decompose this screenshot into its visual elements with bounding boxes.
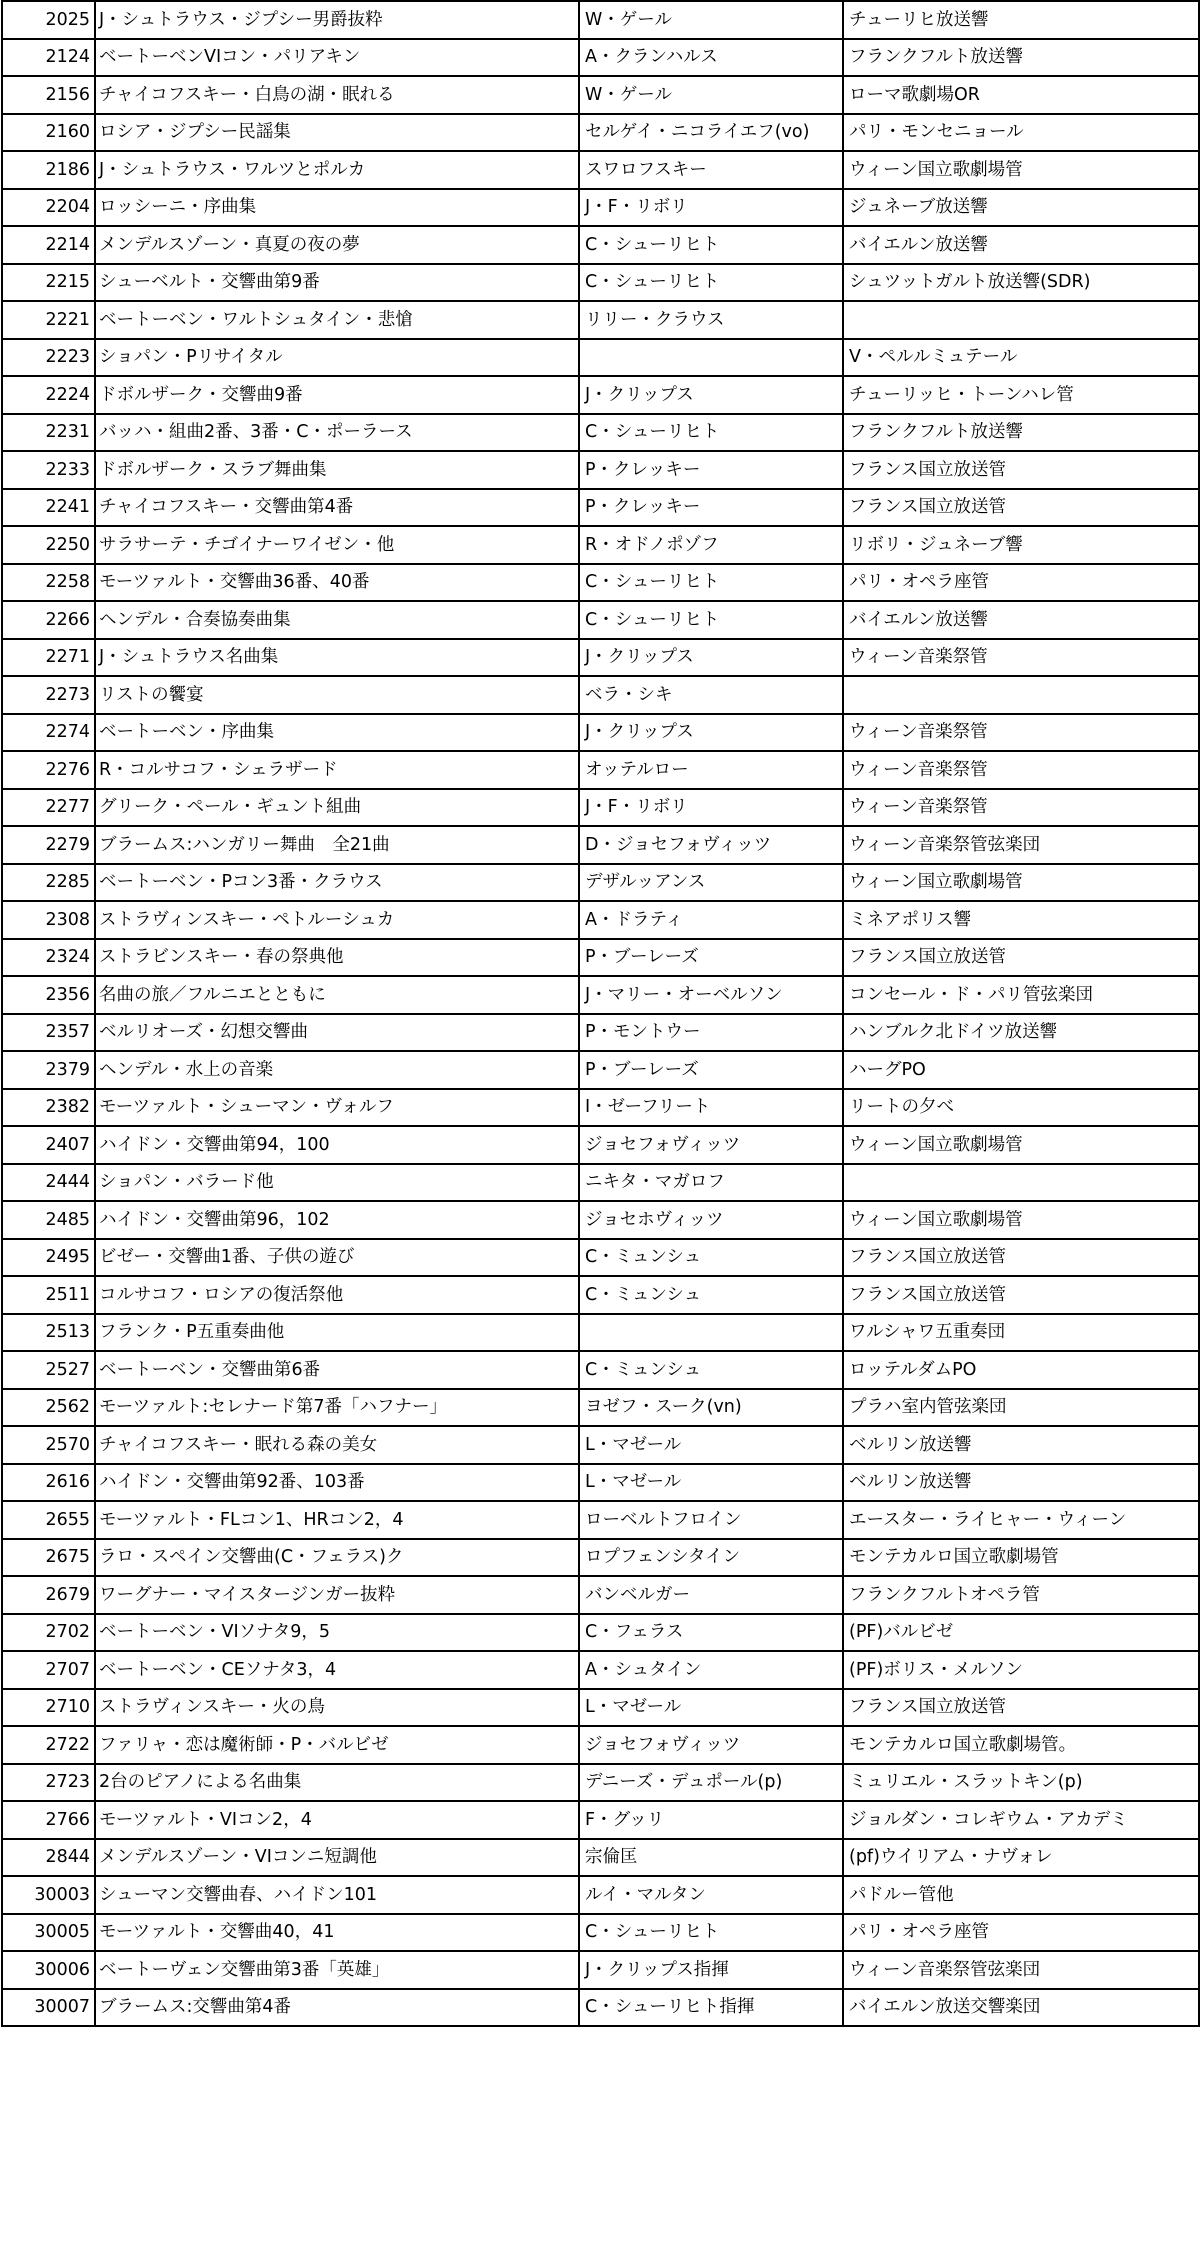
catalog-number-cell[interactable]: 2324 xyxy=(2,939,95,977)
conductor-cell[interactable]: ローベルトフロイン xyxy=(579,1501,843,1539)
catalog-number-cell[interactable]: 2241 xyxy=(2,489,95,527)
catalog-number-cell[interactable]: 2223 xyxy=(2,339,95,377)
table-row xyxy=(2,1764,1199,1802)
table-row xyxy=(2,1314,1199,1352)
table-row xyxy=(2,1876,1199,1914)
table-row xyxy=(2,264,1199,302)
title-cell[interactable]: ドボルザーク・交響曲9番 xyxy=(95,376,579,414)
conductor-cell[interactable]: P・ブーレーズ xyxy=(579,1051,843,1089)
title-cell[interactable]: メンデルスゾーン・VIコンニ短調他 xyxy=(95,1839,579,1877)
table-row xyxy=(2,1539,1199,1577)
catalog-number-cell[interactable]: 2570 xyxy=(2,1426,95,1464)
catalog-number-cell[interactable]: 2273 xyxy=(2,676,95,714)
orchestra-cell[interactable]: パリ・オペラ座管 xyxy=(843,1914,1199,1952)
table-row xyxy=(2,114,1199,152)
table-row xyxy=(2,826,1199,864)
orchestra-cell[interactable]: ベルリン放送響 xyxy=(843,1464,1199,1502)
catalog-number-cell[interactable]: 2379 xyxy=(2,1051,95,1089)
orchestra-cell[interactable]: パリ・オペラ座管 xyxy=(843,564,1199,602)
catalog-number-cell[interactable]: 2124 xyxy=(2,39,95,77)
catalog-number-cell[interactable]: 2231 xyxy=(2,414,95,452)
title-cell[interactable]: チャイコフスキー・眠れる森の美女 xyxy=(95,1426,579,1464)
catalog-number-cell[interactable]: 2279 xyxy=(2,826,95,864)
table-row xyxy=(2,714,1199,752)
catalog-number-cell[interactable]: 2285 xyxy=(2,864,95,902)
conductor-cell[interactable]: C・シューリヒト xyxy=(579,414,843,452)
orchestra-cell[interactable]: バイエルン放送響 xyxy=(843,226,1199,264)
table-row xyxy=(2,1501,1199,1539)
conductor-cell[interactable]: D・ジョセフォヴィッツ xyxy=(579,826,843,864)
title-cell[interactable]: ショパン・バラード他 xyxy=(95,1164,579,1202)
catalog-number-cell[interactable]: 2655 xyxy=(2,1501,95,1539)
table-row xyxy=(2,339,1199,377)
table-row xyxy=(2,901,1199,939)
catalog-number-cell[interactable]: 2186 xyxy=(2,151,95,189)
orchestra-cell[interactable]: プラハ室内管弦楽団 xyxy=(843,1389,1199,1427)
conductor-cell[interactable]: J・クリップス xyxy=(579,714,843,752)
orchestra-cell[interactable]: バイエルン放送響 xyxy=(843,601,1199,639)
orchestra-cell[interactable]: フランクフルト放送響 xyxy=(843,39,1199,77)
orchestra-cell[interactable]: ジョルダン・コレギウム・アカデミ xyxy=(843,1801,1199,1839)
orchestra-cell[interactable]: フランス国立放送管 xyxy=(843,1689,1199,1727)
catalog-number-cell[interactable]: 30006 xyxy=(2,1951,95,1989)
title-cell[interactable]: J・シュトラウス・ワルツとポルカ xyxy=(95,151,579,189)
conductor-cell[interactable]: C・シューリヒト xyxy=(579,226,843,264)
title-cell[interactable]: 名曲の旅／フルニエとともに xyxy=(95,976,579,1014)
orchestra-cell[interactable]: ジュネーブ放送響 xyxy=(843,189,1199,227)
catalog-number-cell[interactable]: 2277 xyxy=(2,789,95,827)
conductor-cell[interactable]: P・クレッキー xyxy=(579,489,843,527)
catalog-number-cell[interactable]: 2710 xyxy=(2,1689,95,1727)
orchestra-cell[interactable]: リートの夕べ xyxy=(843,1089,1199,1127)
title-cell[interactable]: ワーグナー・マイスタージンガー抜粋 xyxy=(95,1576,579,1614)
orchestra-cell[interactable]: ウィーン音楽祭管 xyxy=(843,789,1199,827)
title-cell[interactable]: J・シュトラウス・ジプシー男爵抜粋 xyxy=(95,1,579,39)
catalog-number-cell[interactable]: 2250 xyxy=(2,526,95,564)
table-row xyxy=(2,1,1199,39)
title-cell[interactable]: ストラヴィンスキー・火の鳥 xyxy=(95,1689,579,1727)
orchestra-cell[interactable]: シュツットガルト放送響(SDR) xyxy=(843,264,1199,302)
orchestra-cell[interactable]: (PF)バルビゼ xyxy=(843,1614,1199,1652)
orchestra-cell[interactable] xyxy=(843,1164,1199,1202)
catalog-number-cell[interactable]: 2382 xyxy=(2,1089,95,1127)
conductor-cell[interactable]: I・ゼーフリート xyxy=(579,1089,843,1127)
orchestra-cell[interactable]: ウィーン国立歌劇場管 xyxy=(843,1126,1199,1164)
conductor-cell[interactable]: J・F・リボリ xyxy=(579,789,843,827)
title-cell[interactable]: ブラームス:ハンガリー舞曲 全21曲 xyxy=(95,826,579,864)
title-cell[interactable]: チャイコフスキー・交響曲第4番 xyxy=(95,489,579,527)
orchestra-cell[interactable]: ロッテルダムPO xyxy=(843,1351,1199,1389)
conductor-cell[interactable]: セルゲイ・ニコライエフ(vo) xyxy=(579,114,843,152)
conductor-cell[interactable]: L・マゼール xyxy=(579,1464,843,1502)
catalog-number-cell[interactable]: 2675 xyxy=(2,1539,95,1577)
orchestra-cell[interactable]: V・ペルルミュテール xyxy=(843,339,1199,377)
conductor-cell[interactable]: C・ミュンシュ xyxy=(579,1351,843,1389)
conductor-cell[interactable]: J・F・リボリ xyxy=(579,189,843,227)
title-cell[interactable]: バッハ・組曲2番、3番・C・ポーラース xyxy=(95,414,579,452)
table-row xyxy=(2,301,1199,339)
table-row xyxy=(2,1801,1199,1839)
title-cell[interactable]: ヘンデル・水上の音楽 xyxy=(95,1051,579,1089)
conductor-cell[interactable]: C・シューリヒト xyxy=(579,601,843,639)
orchestra-cell[interactable]: ウィーン音楽祭管弦楽団 xyxy=(843,826,1199,864)
conductor-cell[interactable]: J・クリップス xyxy=(579,376,843,414)
conductor-cell[interactable]: ロプフェンシタイン xyxy=(579,1539,843,1577)
title-cell[interactable]: ベートーベンVIコン・パリアキン xyxy=(95,39,579,77)
catalog-number-cell[interactable]: 2616 xyxy=(2,1464,95,1502)
orchestra-cell[interactable]: ミュリエル・スラットキン(p) xyxy=(843,1764,1199,1802)
table-row xyxy=(2,451,1199,489)
orchestra-cell[interactable]: バイエルン放送交響楽団 xyxy=(843,1989,1199,2027)
title-cell[interactable]: サラサーテ・チゴイナーワイゼン・他 xyxy=(95,526,579,564)
catalog-number-cell[interactable]: 2233 xyxy=(2,451,95,489)
table-row xyxy=(2,1201,1199,1239)
table-row xyxy=(2,1389,1199,1427)
conductor-cell[interactable]: ヨゼフ・スーク(vn) xyxy=(579,1389,843,1427)
catalog-number-cell[interactable]: 2156 xyxy=(2,76,95,114)
catalog-number-cell[interactable]: 2160 xyxy=(2,114,95,152)
conductor-cell[interactable]: P・クレッキー xyxy=(579,451,843,489)
table-row xyxy=(2,1689,1199,1727)
orchestra-cell[interactable]: フランス国立放送管 xyxy=(843,1239,1199,1277)
table-row xyxy=(2,76,1199,114)
title-cell[interactable]: リストの饗宴 xyxy=(95,676,579,714)
conductor-cell[interactable]: J・クリップス指揮 xyxy=(579,1951,843,1989)
catalog-number-cell[interactable]: 2562 xyxy=(2,1389,95,1427)
orchestra-cell[interactable]: ウィーン国立歌劇場管 xyxy=(843,864,1199,902)
table-row xyxy=(2,189,1199,227)
conductor-cell[interactable]: A・シュタイン xyxy=(579,1651,843,1689)
catalog-number-cell[interactable]: 2266 xyxy=(2,601,95,639)
orchestra-cell[interactable]: フランクフルトオペラ管 xyxy=(843,1576,1199,1614)
conductor-cell[interactable]: L・マゼール xyxy=(579,1689,843,1727)
orchestra-cell[interactable]: ベルリン放送響 xyxy=(843,1426,1199,1464)
catalog-number-cell[interactable]: 2495 xyxy=(2,1239,95,1277)
orchestra-cell[interactable]: ウィーン国立歌劇場管 xyxy=(843,151,1199,189)
table-row xyxy=(2,1614,1199,1652)
orchestra-cell[interactable]: ウィーン国立歌劇場管 xyxy=(843,1201,1199,1239)
catalog-number-cell[interactable]: 2511 xyxy=(2,1276,95,1314)
orchestra-cell[interactable]: フランス国立放送管 xyxy=(843,1276,1199,1314)
conductor-cell[interactable]: リリー・クラウス xyxy=(579,301,843,339)
table-row xyxy=(2,1276,1199,1314)
conductor-cell[interactable] xyxy=(579,1314,843,1352)
orchestra-cell[interactable] xyxy=(843,301,1199,339)
catalog-number-cell[interactable]: 2258 xyxy=(2,564,95,602)
conductor-cell[interactable]: C・シューリヒト xyxy=(579,1914,843,1952)
orchestra-cell[interactable]: ウィーン音楽祭管 xyxy=(843,714,1199,752)
orchestra-cell[interactable]: ミネアポリス響 xyxy=(843,901,1199,939)
catalog-number-cell[interactable]: 2214 xyxy=(2,226,95,264)
conductor-cell[interactable]: バンベルガー xyxy=(579,1576,843,1614)
title-cell[interactable]: ドボルザーク・スラブ舞曲集 xyxy=(95,451,579,489)
catalog-number-cell[interactable]: 2215 xyxy=(2,264,95,302)
title-cell[interactable]: ハイドン・交響曲第94，100 xyxy=(95,1126,579,1164)
orchestra-cell[interactable]: ウィーン音楽祭管弦楽団 xyxy=(843,1951,1199,1989)
catalog-number-cell[interactable]: 2766 xyxy=(2,1801,95,1839)
title-cell[interactable]: モーツァルト・VIコン2，4 xyxy=(95,1801,579,1839)
conductor-cell[interactable]: J・マリー・オーベルソン xyxy=(579,976,843,1014)
conductor-cell[interactable]: デザルッアンス xyxy=(579,864,843,902)
conductor-cell[interactable]: J・クリップス xyxy=(579,639,843,677)
conductor-cell[interactable]: C・フェラス xyxy=(579,1614,843,1652)
title-cell[interactable]: ベートーヴェン交響曲第3番「英雄」 xyxy=(95,1951,579,1989)
title-cell[interactable]: ラロ・スペイン交響曲(C・フェラス)ク xyxy=(95,1539,579,1577)
table-row xyxy=(2,864,1199,902)
title-cell[interactable]: ベートーベン・VIソナタ9，5 xyxy=(95,1614,579,1652)
catalog-number-cell[interactable]: 2274 xyxy=(2,714,95,752)
catalog-number-cell[interactable]: 2722 xyxy=(2,1726,95,1764)
catalog-number-cell[interactable]: 2356 xyxy=(2,976,95,1014)
catalog-number-cell[interactable]: 2221 xyxy=(2,301,95,339)
table-row xyxy=(2,1239,1199,1277)
table-row xyxy=(2,226,1199,264)
table-row xyxy=(2,751,1199,789)
table-row xyxy=(2,1989,1199,2027)
orchestra-cell[interactable]: (pf)ウイリアム・ナヴォレ xyxy=(843,1839,1199,1877)
orchestra-cell[interactable]: (PF)ボリス・メルソン xyxy=(843,1651,1199,1689)
title-cell[interactable]: コルサコフ・ロシアの復活祭他 xyxy=(95,1276,579,1314)
table-row xyxy=(2,376,1199,414)
orchestra-cell[interactable]: パリ・モンセニョール xyxy=(843,114,1199,152)
conductor-cell[interactable]: ジョセフォヴィッツ xyxy=(579,1126,843,1164)
conductor-cell[interactable]: C・シューリヒト xyxy=(579,264,843,302)
catalog-number-cell[interactable]: 2844 xyxy=(2,1839,95,1877)
orchestra-cell[interactable]: エースター・ライヒャー・ウィーン xyxy=(843,1501,1199,1539)
orchestra-cell[interactable]: フランクフルト放送響 xyxy=(843,414,1199,452)
table-row xyxy=(2,1839,1199,1877)
catalog-number-cell[interactable]: 2679 xyxy=(2,1576,95,1614)
orchestra-cell[interactable]: ハンブルク北ドイツ放送響 xyxy=(843,1014,1199,1052)
orchestra-cell[interactable]: ウィーン音楽祭管 xyxy=(843,751,1199,789)
conductor-cell[interactable]: C・ミュンシュ xyxy=(579,1239,843,1277)
table-row xyxy=(2,939,1199,977)
catalog-number-cell[interactable]: 2271 xyxy=(2,639,95,677)
conductor-cell[interactable]: W・ゲール xyxy=(579,76,843,114)
table-row xyxy=(2,1576,1199,1614)
title-cell[interactable]: ハイドン・交響曲第96，102 xyxy=(95,1201,579,1239)
title-cell[interactable]: ベートーベン・Pコン3番・クラウス xyxy=(95,864,579,902)
orchestra-cell[interactable]: ハーグPO xyxy=(843,1051,1199,1089)
table-row xyxy=(2,639,1199,677)
table-row xyxy=(2,1726,1199,1764)
catalog-number-cell[interactable]: 2513 xyxy=(2,1314,95,1352)
title-cell[interactable]: ショパン・Pリサイタル xyxy=(95,339,579,377)
table-row xyxy=(2,601,1199,639)
title-cell[interactable]: ビゼー・交響曲1番、子供の遊び xyxy=(95,1239,579,1277)
record-catalog-table xyxy=(1,0,1200,2027)
orchestra-cell[interactable]: ローマ歌劇場OR xyxy=(843,76,1199,114)
title-cell[interactable]: モーツァルト・交響曲40，41 xyxy=(95,1914,579,1952)
conductor-cell[interactable]: L・マゼール xyxy=(579,1426,843,1464)
catalog-number-cell[interactable]: 30005 xyxy=(2,1914,95,1952)
conductor-cell[interactable]: A・クランハルス xyxy=(579,39,843,77)
title-cell[interactable]: 2台のピアノによる名曲集 xyxy=(95,1764,579,1802)
title-cell[interactable]: ベートーベン・序曲集 xyxy=(95,714,579,752)
table-row xyxy=(2,1464,1199,1502)
table-row xyxy=(2,1126,1199,1164)
catalog-number-cell[interactable]: 2276 xyxy=(2,751,95,789)
table-row xyxy=(2,789,1199,827)
table-row xyxy=(2,1351,1199,1389)
conductor-cell[interactable]: ジョセフォヴィッツ xyxy=(579,1726,843,1764)
table-row xyxy=(2,414,1199,452)
table-row xyxy=(2,1014,1199,1052)
title-cell[interactable]: モーツァルト・FLコン1、HRコン2，4 xyxy=(95,1501,579,1539)
title-cell[interactable]: モーツァルト:セレナード第7番「ハフナー」 xyxy=(95,1389,579,1427)
title-cell[interactable]: ベートーベン・交響曲第6番 xyxy=(95,1351,579,1389)
orchestra-cell[interactable]: フランス国立放送管 xyxy=(843,451,1199,489)
conductor-cell[interactable]: W・ゲール xyxy=(579,1,843,39)
catalog-number-cell[interactable]: 30003 xyxy=(2,1876,95,1914)
conductor-cell[interactable]: ルイ・マルタン xyxy=(579,1876,843,1914)
catalog-number-cell[interactable]: 2527 xyxy=(2,1351,95,1389)
conductor-cell[interactable]: A・ドラティ xyxy=(579,901,843,939)
conductor-cell[interactable]: 宗倫匡 xyxy=(579,1839,843,1877)
title-cell[interactable]: ロシア・ジプシー民謡集 xyxy=(95,114,579,152)
table-row xyxy=(2,1164,1199,1202)
orchestra-cell[interactable]: ウィーン音楽祭管 xyxy=(843,639,1199,677)
conductor-cell[interactable]: ニキタ・マガロフ xyxy=(579,1164,843,1202)
table-row xyxy=(2,1426,1199,1464)
title-cell[interactable]: グリーク・ペール・ギュント組曲 xyxy=(95,789,579,827)
table-row xyxy=(2,1051,1199,1089)
table-row xyxy=(2,151,1199,189)
title-cell[interactable]: ヘンデル・合奏協奏曲集 xyxy=(95,601,579,639)
title-cell[interactable]: ブラームス:交響曲第4番 xyxy=(95,1989,579,2027)
conductor-cell[interactable]: デニーズ・デュポール(p) xyxy=(579,1764,843,1802)
catalog-number-cell[interactable]: 30007 xyxy=(2,1989,95,2027)
catalog-number-cell[interactable]: 2707 xyxy=(2,1651,95,1689)
table-row xyxy=(2,526,1199,564)
title-cell[interactable]: シューマン交響曲春、ハイドン101 xyxy=(95,1876,579,1914)
orchestra-cell[interactable]: フランス国立放送管 xyxy=(843,489,1199,527)
catalog-number-cell[interactable]: 2025 xyxy=(2,1,95,39)
orchestra-cell[interactable] xyxy=(843,676,1199,714)
title-cell[interactable]: J・シュトラウス名曲集 xyxy=(95,639,579,677)
table-row xyxy=(2,676,1199,714)
title-cell[interactable]: シューベルト・交響曲第9番 xyxy=(95,264,579,302)
catalog-number-cell[interactable]: 2723 xyxy=(2,1764,95,1802)
conductor-cell[interactable]: スワロフスキー xyxy=(579,151,843,189)
orchestra-cell[interactable]: モンテカルロ国立歌劇場管。 xyxy=(843,1726,1199,1764)
title-cell[interactable]: メンデルスゾーン・真夏の夜の夢 xyxy=(95,226,579,264)
orchestra-cell[interactable]: フランス国立放送管 xyxy=(843,939,1199,977)
orchestra-cell[interactable]: チューリッヒ・トーンハレ管 xyxy=(843,376,1199,414)
table-row xyxy=(2,1951,1199,1989)
catalog-number-cell[interactable]: 2702 xyxy=(2,1614,95,1652)
title-cell[interactable]: ベルリオーズ・幻想交響曲 xyxy=(95,1014,579,1052)
table-row xyxy=(2,976,1199,1014)
title-cell[interactable]: モーツァルト・シューマン・ヴォルフ xyxy=(95,1089,579,1127)
catalog-number-cell[interactable]: 2224 xyxy=(2,376,95,414)
title-cell[interactable]: ストラビンスキー・春の祭典他 xyxy=(95,939,579,977)
table-row xyxy=(2,1089,1199,1127)
catalog-number-cell[interactable]: 2308 xyxy=(2,901,95,939)
title-cell[interactable]: R・コルサコフ・シェラザード xyxy=(95,751,579,789)
title-cell[interactable]: ストラヴィンスキー・ペトルーシュカ xyxy=(95,901,579,939)
catalog-number-cell[interactable]: 2204 xyxy=(2,189,95,227)
title-cell[interactable]: ファリャ・恋は魔術師・P・バルビゼ xyxy=(95,1726,579,1764)
title-cell[interactable]: チャイコフスキー・白鳥の湖・眠れる xyxy=(95,76,579,114)
catalog-body xyxy=(2,1,1199,2026)
orchestra-cell[interactable]: チューリヒ放送響 xyxy=(843,1,1199,39)
conductor-cell[interactable]: オッテルロー xyxy=(579,751,843,789)
title-cell[interactable]: ハイドン・交響曲第92番、103番 xyxy=(95,1464,579,1502)
orchestra-cell[interactable]: モンテカルロ国立歌劇場管 xyxy=(843,1539,1199,1577)
table-row xyxy=(2,1651,1199,1689)
conductor-cell[interactable] xyxy=(579,339,843,377)
table-row xyxy=(2,564,1199,602)
conductor-cell[interactable]: C・シューリヒト xyxy=(579,564,843,602)
catalog-number-cell[interactable]: 2407 xyxy=(2,1126,95,1164)
conductor-cell[interactable]: P・モントウー xyxy=(579,1014,843,1052)
conductor-cell[interactable]: ベラ・シキ xyxy=(579,676,843,714)
conductor-cell[interactable]: R・オドノポゾフ xyxy=(579,526,843,564)
conductor-cell[interactable]: ジョセホヴィッツ xyxy=(579,1201,843,1239)
conductor-cell[interactable]: C・ミュンシュ xyxy=(579,1276,843,1314)
catalog-number-cell[interactable]: 2357 xyxy=(2,1014,95,1052)
conductor-cell[interactable]: P・ブーレーズ xyxy=(579,939,843,977)
orchestra-cell[interactable]: コンセール・ド・パリ管弦楽団 xyxy=(843,976,1199,1014)
orchestra-cell[interactable]: パドルー管他 xyxy=(843,1876,1199,1914)
title-cell[interactable]: ベートーベン・ワルトシュタイン・悲愴 xyxy=(95,301,579,339)
table-row xyxy=(2,489,1199,527)
title-cell[interactable]: ベートーベン・CEソナタ3，4 xyxy=(95,1651,579,1689)
orchestra-cell[interactable]: リボリ・ジュネーブ響 xyxy=(843,526,1199,564)
orchestra-cell[interactable]: ワルシャワ五重奏団 xyxy=(843,1314,1199,1352)
conductor-cell[interactable]: F・グッリ xyxy=(579,1801,843,1839)
catalog-number-cell[interactable]: 2485 xyxy=(2,1201,95,1239)
conductor-cell[interactable]: C・シューリヒト指揮 xyxy=(579,1989,843,2027)
catalog-number-cell[interactable]: 2444 xyxy=(2,1164,95,1202)
title-cell[interactable]: フランク・P五重奏曲他 xyxy=(95,1314,579,1352)
table-row xyxy=(2,1914,1199,1952)
title-cell[interactable]: ロッシーニ・序曲集 xyxy=(95,189,579,227)
title-cell[interactable]: モーツァルト・交響曲36番、40番 xyxy=(95,564,579,602)
table-row xyxy=(2,39,1199,77)
